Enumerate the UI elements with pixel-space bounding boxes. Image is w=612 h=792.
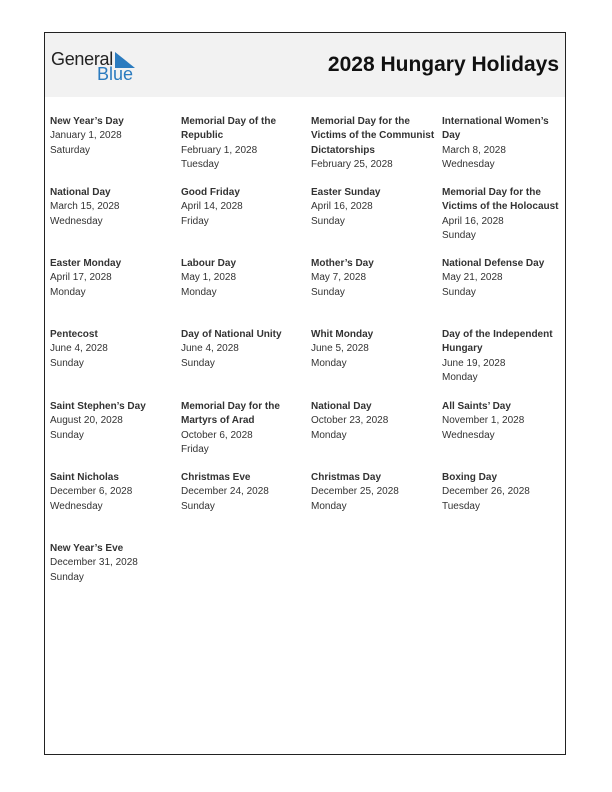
holiday-name: Memorial Day of the Republic — [181, 116, 277, 142]
holiday-day: Friday — [181, 215, 209, 227]
holiday-name: Memorial Day for the Victims of the Holocaust — [442, 187, 559, 213]
holiday-entry — [311, 115, 435, 172]
holiday-day: Sunday — [311, 286, 345, 298]
holiday-day: Wednesday — [50, 215, 103, 227]
holiday-name: Saint Stephen’s Day — [50, 401, 146, 412]
holiday-entry — [442, 257, 566, 300]
holiday-entry — [181, 400, 305, 457]
holiday-date: December 26, 2028 — [442, 486, 530, 498]
holiday-entry — [311, 328, 435, 371]
holiday-date: May 1, 2028 — [181, 272, 237, 284]
holiday-name: New Year’s Day — [50, 116, 124, 127]
holiday-entry — [50, 257, 174, 300]
holiday-date: October 6, 2028 — [181, 429, 253, 441]
holiday-entry — [311, 257, 435, 300]
holiday-date: April 17, 2028 — [50, 272, 112, 284]
holiday-date: June 5, 2028 — [311, 343, 369, 355]
holiday-entry — [442, 400, 566, 443]
holiday-entry — [50, 186, 174, 229]
holiday-date: December 25, 2028 — [311, 486, 399, 498]
holiday-date: December 24, 2028 — [181, 486, 269, 498]
holiday-date: March 8, 2028 — [442, 144, 506, 156]
holiday-day: Tuesday — [181, 158, 219, 170]
holiday-name: Mother’s Day — [311, 258, 374, 269]
holiday-day: Sunday — [311, 215, 345, 227]
holiday-entry — [50, 471, 174, 514]
holiday-day: Wednesday — [442, 429, 495, 441]
holiday-name: International Women’s Day — [442, 116, 549, 142]
holiday-date: February 1, 2028 — [181, 144, 258, 156]
holiday-day: Saturday — [50, 144, 91, 156]
holiday-entry — [442, 186, 566, 243]
holiday-day: Sunday — [50, 357, 84, 369]
holiday-date: June 19, 2028 — [442, 357, 506, 369]
logo-general-text: General — [51, 49, 113, 69]
holiday-day: Monday — [50, 286, 86, 298]
holiday-day: Sunday — [181, 357, 215, 369]
holiday-name: Memorial Day for the Victims of the Communist Dictatorships — [311, 116, 435, 156]
holiday-date: February 25, 2028 — [311, 158, 393, 170]
holiday-name: New Year’s Eve — [50, 543, 124, 554]
holiday-name: National Defense Day — [442, 258, 545, 269]
holiday-entry — [50, 328, 174, 371]
holiday-name: Good Friday — [181, 187, 240, 198]
holiday-entry — [181, 257, 305, 300]
holiday-date: April 16, 2028 — [442, 215, 504, 227]
holiday-date: April 14, 2028 — [181, 201, 243, 213]
holiday-grid — [50, 115, 565, 615]
holiday-date: October 23, 2028 — [311, 415, 389, 427]
holiday-name: Boxing Day — [442, 472, 498, 483]
holiday-day: Sunday — [442, 286, 476, 298]
holiday-date: June 4, 2028 — [50, 343, 108, 355]
holiday-date: April 16, 2028 — [311, 201, 373, 213]
holiday-name: Whit Monday — [311, 329, 374, 340]
holiday-entry — [181, 115, 305, 172]
holiday-entry — [181, 471, 305, 514]
holiday-date: August 20, 2028 — [50, 415, 123, 427]
holiday-day: Sunday — [181, 500, 215, 512]
holiday-name: Pentecost — [50, 329, 98, 340]
holiday-entry — [181, 328, 305, 371]
holiday-entry — [311, 400, 435, 443]
holiday-name: Memorial Day for the Martyrs of Arad — [181, 401, 280, 427]
page-frame — [44, 32, 566, 755]
holiday-day: Monday — [442, 371, 478, 383]
holiday-entry — [50, 115, 174, 158]
holiday-name: All Saints’ Day — [442, 401, 511, 412]
holiday-day: Sunday — [50, 429, 84, 441]
holiday-date: January 1, 2028 — [50, 130, 122, 142]
holiday-date: December 6, 2028 — [50, 486, 133, 498]
generalblue-logo — [51, 49, 141, 85]
holiday-name: Christmas Day — [311, 472, 382, 483]
holiday-day: Monday — [311, 429, 347, 441]
holiday-day: Sunday — [50, 571, 84, 583]
holiday-entry — [442, 328, 566, 385]
holiday-day: Wednesday — [50, 500, 103, 512]
holiday-entry — [50, 400, 174, 443]
holiday-day: Tuesday — [442, 500, 480, 512]
holiday-name: National Day — [50, 187, 111, 198]
holiday-date: December 31, 2028 — [50, 557, 138, 569]
holiday-name: Day of National Unity — [181, 329, 282, 340]
holiday-entry — [311, 471, 435, 514]
holiday-name: National Day — [311, 401, 372, 412]
holiday-day: Sunday — [442, 229, 476, 241]
holiday-name: Easter Monday — [50, 258, 122, 269]
holiday-entry — [181, 186, 305, 229]
holiday-day: Monday — [311, 357, 347, 369]
holiday-date: May 21, 2028 — [442, 272, 503, 284]
holiday-name: Christmas Eve — [181, 472, 251, 483]
holiday-entry — [442, 115, 566, 172]
holiday-day: Monday — [181, 286, 217, 298]
holiday-day: Friday — [181, 443, 209, 455]
holiday-name: Easter Sunday — [311, 187, 381, 198]
holiday-entry — [442, 471, 566, 514]
holiday-day: Wednesday — [442, 158, 495, 170]
holiday-date: March 15, 2028 — [50, 201, 120, 213]
holiday-name: Labour Day — [181, 258, 237, 269]
holiday-name: Day of the Independent Hungary — [442, 329, 553, 355]
holiday-date: May 7, 2028 — [311, 272, 367, 284]
header-bar — [45, 33, 565, 97]
holiday-entry — [311, 186, 435, 229]
holiday-date: June 4, 2028 — [181, 343, 239, 355]
holiday-name: Saint Nicholas — [50, 472, 119, 483]
holiday-day: Monday — [311, 500, 347, 512]
holiday-entry — [50, 542, 174, 585]
holiday-date: November 1, 2028 — [442, 415, 525, 427]
page-title: 2028 Hungary Holidays — [327, 53, 559, 76]
logo-blue-text: Blue — [97, 64, 134, 84]
